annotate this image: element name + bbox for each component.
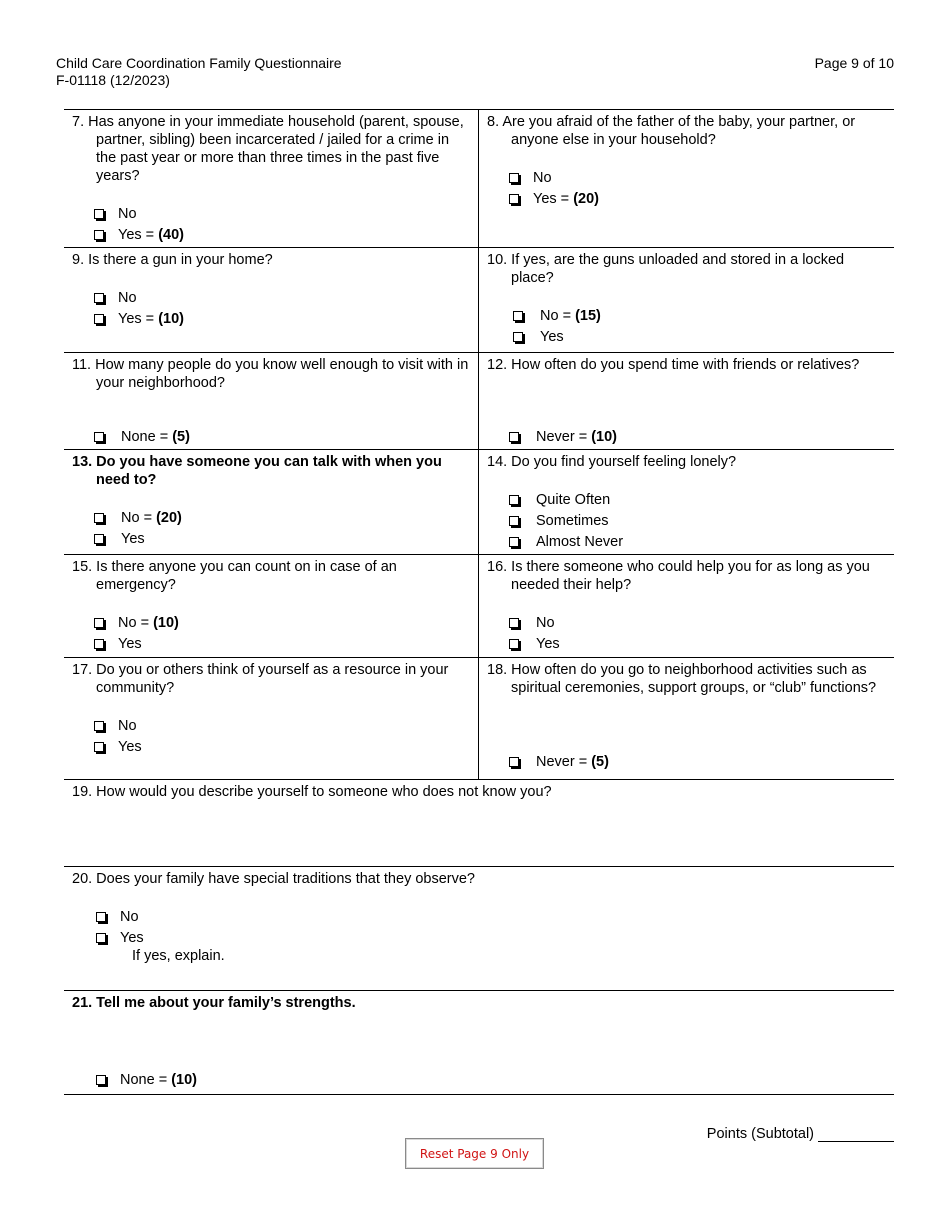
points: (20)	[573, 190, 599, 207]
question-text: 21. Tell me about your family’s strengths.	[72, 995, 356, 1011]
points: (5)	[591, 753, 609, 770]
option-never[interactable]: Never = (5)	[509, 751, 609, 772]
checkbox[interactable]	[94, 293, 104, 303]
question-15	[64, 555, 479, 657]
checkbox[interactable]	[509, 432, 519, 442]
checkbox[interactable]	[96, 933, 106, 943]
question-text: 10. If yes, are the guns unloaded and stored in a locked place?	[487, 252, 845, 286]
option-yes[interactable]: Yes	[94, 736, 470, 757]
question-text: 9. Is there a gun in your home?	[72, 252, 273, 268]
checkbox[interactable]	[509, 173, 519, 183]
checkbox[interactable]	[94, 742, 104, 752]
option-no[interactable]: No	[509, 612, 886, 633]
question-text: 12. How often do you spend time with friends or relatives?	[487, 357, 860, 373]
option-never[interactable]: Never = (10)	[509, 426, 617, 447]
option-none[interactable]: None = (5)	[94, 426, 190, 447]
checkbox[interactable]	[94, 230, 104, 240]
question-text: 17. Do you or others think of yourself as a resource in your community?	[72, 662, 449, 696]
checkbox[interactable]	[509, 516, 519, 526]
question-row	[64, 780, 894, 867]
option-almost-never[interactable]: Almost Never	[509, 531, 886, 552]
checkbox[interactable]	[509, 495, 519, 505]
checkbox[interactable]	[513, 311, 523, 321]
question-row	[64, 991, 894, 1095]
checkbox[interactable]	[94, 618, 104, 628]
points: (10)	[591, 428, 618, 445]
points: (10)	[158, 310, 184, 327]
question-row	[64, 555, 894, 658]
checkbox[interactable]	[94, 721, 104, 731]
questionnaire-grid	[64, 109, 894, 1095]
page-number: Page 9 of 10	[814, 55, 894, 71]
option-no[interactable]: No = (20)	[94, 507, 470, 528]
points: (10)	[171, 1071, 197, 1088]
question-text: 13. Do you have someone you can talk with when you need to?	[72, 454, 442, 488]
question-18	[479, 658, 894, 779]
question-9	[64, 248, 479, 352]
checkbox[interactable]	[513, 332, 523, 342]
option-no[interactable]: No	[94, 715, 470, 736]
question-text: 16. Is there someone who could help you for as long as you needed their help?	[487, 559, 870, 593]
option-no[interactable]: No = (10)	[94, 612, 470, 633]
form-number: F-01118 (12/2023)	[56, 72, 170, 88]
checkbox[interactable]	[94, 432, 104, 442]
option-yes[interactable]: Yes	[513, 326, 886, 347]
option-yes[interactable]: Yes	[96, 927, 886, 948]
question-10	[479, 248, 894, 352]
question-11	[64, 353, 479, 449]
question-20	[64, 867, 894, 990]
checkbox[interactable]	[94, 513, 104, 523]
checkbox[interactable]	[509, 194, 519, 204]
form-header	[56, 55, 342, 89]
option-yes[interactable]: Yes = (20)	[509, 188, 886, 209]
option-yes[interactable]: Yes	[94, 633, 470, 654]
reset-page-button[interactable]: Reset Page 9 Only	[405, 1138, 544, 1169]
question-row	[64, 248, 894, 353]
checkbox[interactable]	[96, 1075, 106, 1085]
points: (20)	[156, 509, 182, 526]
question-row	[64, 109, 894, 248]
subtotal-field[interactable]	[818, 1127, 894, 1142]
question-row	[64, 353, 894, 450]
points: (5)	[172, 428, 190, 445]
question-row	[64, 658, 894, 780]
option-yes[interactable]: Yes	[509, 633, 886, 654]
checkbox[interactable]	[94, 534, 104, 544]
form-title: Child Care Coordination Family Questionnaire	[56, 55, 342, 71]
question-7	[64, 110, 479, 247]
explain-prompt: If yes, explain.	[132, 948, 225, 964]
question-12	[479, 353, 894, 449]
option-no[interactable]: No = (15)	[513, 305, 886, 326]
subtotal-label: Points (Subtotal)	[706, 1126, 814, 1142]
question-13	[64, 450, 479, 554]
checkbox[interactable]	[509, 618, 519, 628]
question-17	[64, 658, 479, 779]
points: (10)	[153, 614, 179, 631]
question-row	[64, 867, 894, 991]
question-text: 18. How often do you go to neighborhood activities such as spiritual ceremonies, support groups, or “club” functions?	[487, 662, 877, 696]
option-none[interactable]: None = (10)	[96, 1069, 197, 1090]
question-text: 19. How would you describe yourself to someone who does not know you?	[72, 784, 552, 800]
question-21	[64, 991, 894, 1094]
option-yes[interactable]: Yes	[94, 528, 470, 549]
question-row	[64, 450, 894, 555]
checkbox[interactable]	[96, 912, 106, 922]
option-no[interactable]: No	[94, 287, 470, 308]
option-yes[interactable]: Yes = (40)	[94, 224, 470, 245]
question-text: 11. How many people do you know well enough to visit with in your neighborhood?	[72, 357, 469, 391]
question-16	[479, 555, 894, 657]
question-text: 14. Do you find yourself feeling lonely?	[487, 454, 737, 470]
question-text: 8. Are you afraid of the father of the baby, your partner, or anyone else in your household?	[487, 114, 856, 148]
points: (15)	[575, 307, 601, 324]
checkbox[interactable]	[94, 209, 104, 219]
checkbox[interactable]	[94, 314, 104, 324]
option-no[interactable]: No	[96, 906, 886, 927]
option-yes[interactable]: Yes = (10)	[94, 308, 470, 329]
checkbox[interactable]	[94, 639, 104, 649]
option-sometimes[interactable]: Sometimes	[509, 510, 886, 531]
question-14	[479, 450, 894, 554]
option-quite-often[interactable]: Quite Often	[509, 489, 886, 510]
checkbox[interactable]	[509, 639, 519, 649]
points: (40)	[158, 226, 184, 243]
points-subtotal	[707, 1126, 894, 1142]
question-text: 7. Has anyone in your immediate household (parent, spouse, partner, sibling) been incarcerated / jailed for a crime in the past year or more than three times in the past five years?	[72, 114, 464, 184]
checkbox[interactable]	[509, 537, 519, 547]
question-8	[479, 110, 894, 247]
option-no[interactable]: No	[94, 203, 470, 224]
question-19[interactable]	[64, 780, 894, 866]
question-text: 20. Does your family have special traditions that they observe?	[72, 871, 475, 887]
question-text: 15. Is there anyone you can count on in case of an emergency?	[72, 559, 397, 593]
checkbox[interactable]	[509, 757, 519, 767]
option-no[interactable]: No	[509, 167, 886, 188]
